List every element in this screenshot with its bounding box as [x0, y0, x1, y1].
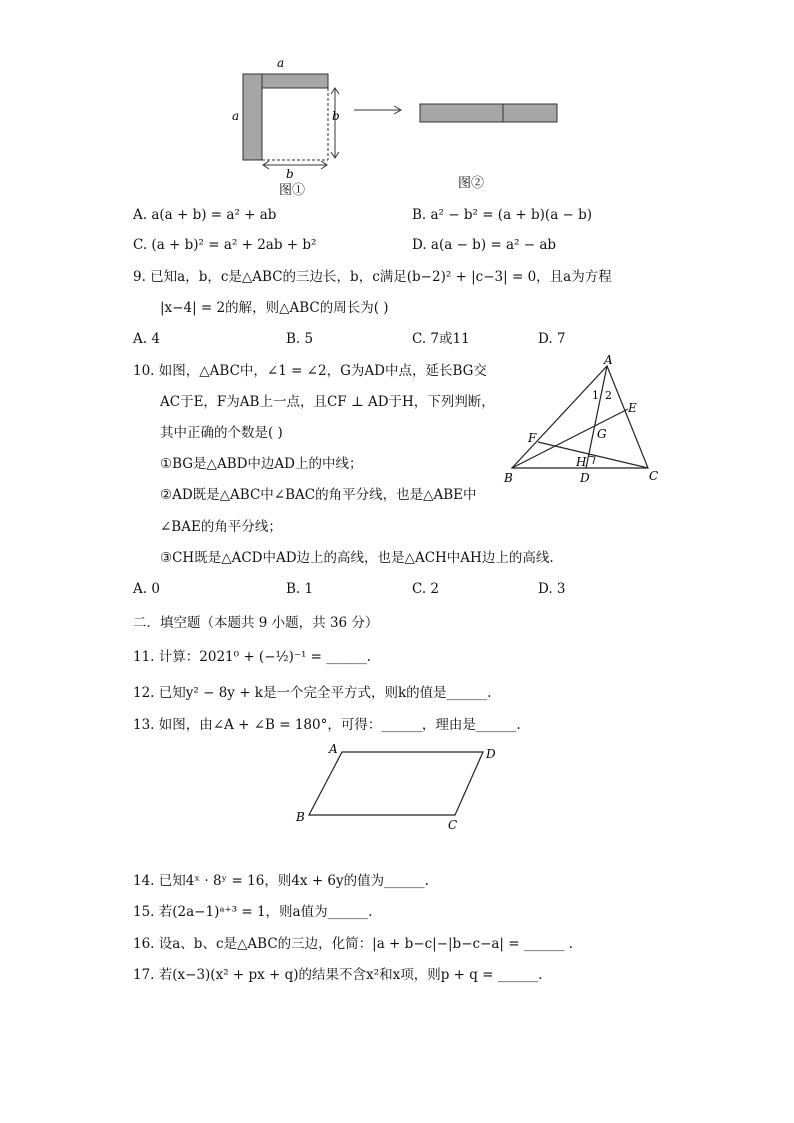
svg-text:1: 1 [592, 389, 599, 402]
svg-text:A: A [604, 353, 613, 367]
q10-line-2: AC于E，F为AB上一点，且CF ⊥ AD于H，下列判断， [160, 394, 495, 410]
fig1-label-a-top: a [277, 56, 285, 70]
q9-line-2: |x−4| = 2的解，则△ABC的周长为( ) [160, 300, 389, 316]
q10-line-1: 10. 如图，△ABC中，∠1 = ∠2，G为AD中点，延长BG交 [133, 363, 487, 379]
svg-text:D: D [486, 747, 496, 761]
svg-text:B: B [296, 810, 305, 824]
q10-statement-3: ③CH既是△ACD中AD边上的高线，也是△ACH中AH边上的高线. [160, 550, 554, 566]
q9-line-1: 9. 已知a，b，c是△ABC的三边长，b，c满足(b−2)² + |c−3| = 0，且a为方程 [133, 269, 612, 285]
arrow-icon [354, 103, 404, 117]
svg-text:B: B [504, 471, 513, 485]
q9-option-c: C. 7或11 [412, 331, 470, 347]
q9-option-d: D. 7 [538, 331, 566, 347]
q10-line-3: 其中正确的个数是( ) [160, 425, 283, 441]
q8-option-b: B. a² − b² = (a + b)(a − b) [412, 207, 593, 223]
q9-option-a: A. 4 [133, 331, 160, 347]
fig1-label-b-right: b [332, 109, 340, 123]
svg-text:C: C [448, 818, 458, 832]
q14: 14. 已知4ˣ · 8ʸ = 16，则4x + 6y的值为______. [133, 873, 429, 889]
q10-option-c: C. 2 [412, 581, 440, 597]
q10-option-d: D. 3 [538, 581, 566, 597]
svg-text:G: G [597, 427, 607, 441]
q16: 16. 设a、b、c是△ABC的三边，化简：|a + b−c|−|b−c−a| = ______ . [133, 936, 573, 952]
q8-option-d: D. a(a − b) = a² − ab [412, 237, 557, 253]
svg-text:A: A [329, 742, 338, 756]
q8-option-a: A. a(a + b) = a² + ab [133, 207, 277, 223]
q8-option-c: C. (a + b)² = a² + 2ab + b² [133, 237, 317, 253]
q12: 12. 已知y² − 8y + k是一个完全平方式，则k的值是______. [133, 685, 492, 701]
q10-statement-2b: ∠BAE的角平分线； [160, 519, 282, 535]
figure-2 [419, 102, 559, 124]
q11: 11. 计算：2021⁰ + (−½)⁻¹ = ______. [133, 649, 372, 665]
fig1-label-a-left: a [232, 109, 240, 123]
q10-option-a: A. 0 [133, 581, 160, 597]
svg-text:D: D [580, 471, 590, 485]
fig2-caption: 图② [458, 176, 485, 191]
fig1-caption: 图① [279, 183, 306, 198]
q10-triangle-figure [500, 352, 670, 488]
q10-statement-1: ①BG是△ABD中边AD上的中线； [160, 456, 363, 472]
q10-statement-2a: ②AD既是△ABC中∠BAC的角平分线，也是△ABE中 [160, 487, 477, 503]
q15: 15. 若(2a−1)ᵃ⁺³ = 1，则a值为______. [133, 904, 373, 920]
svg-text:F: F [528, 431, 537, 445]
figure-1 [225, 52, 350, 180]
fig1-label-b-bottom: b [286, 167, 294, 180]
fig1-left-bar [243, 74, 262, 160]
fig1-top-bar [262, 74, 328, 88]
q13: 13. 如图，由∠A + ∠B = 180°，可得：______，理由是______. [133, 717, 521, 733]
svg-text:E: E [628, 401, 637, 415]
q13-parallelogram-figure [290, 740, 510, 836]
section-2-heading: 二．填空题（本题共 9 小题，共 36 分） [133, 615, 379, 631]
q10-option-b: B. 1 [286, 581, 314, 597]
svg-text:C: C [649, 469, 659, 483]
svg-text:H: H [576, 455, 587, 469]
q17: 17. 若(x−3)(x² + px + q)的结果不含x²和x项，则p + q = ______. [133, 967, 543, 983]
q9-option-b: B. 5 [286, 331, 314, 347]
svg-text:2: 2 [605, 389, 612, 402]
